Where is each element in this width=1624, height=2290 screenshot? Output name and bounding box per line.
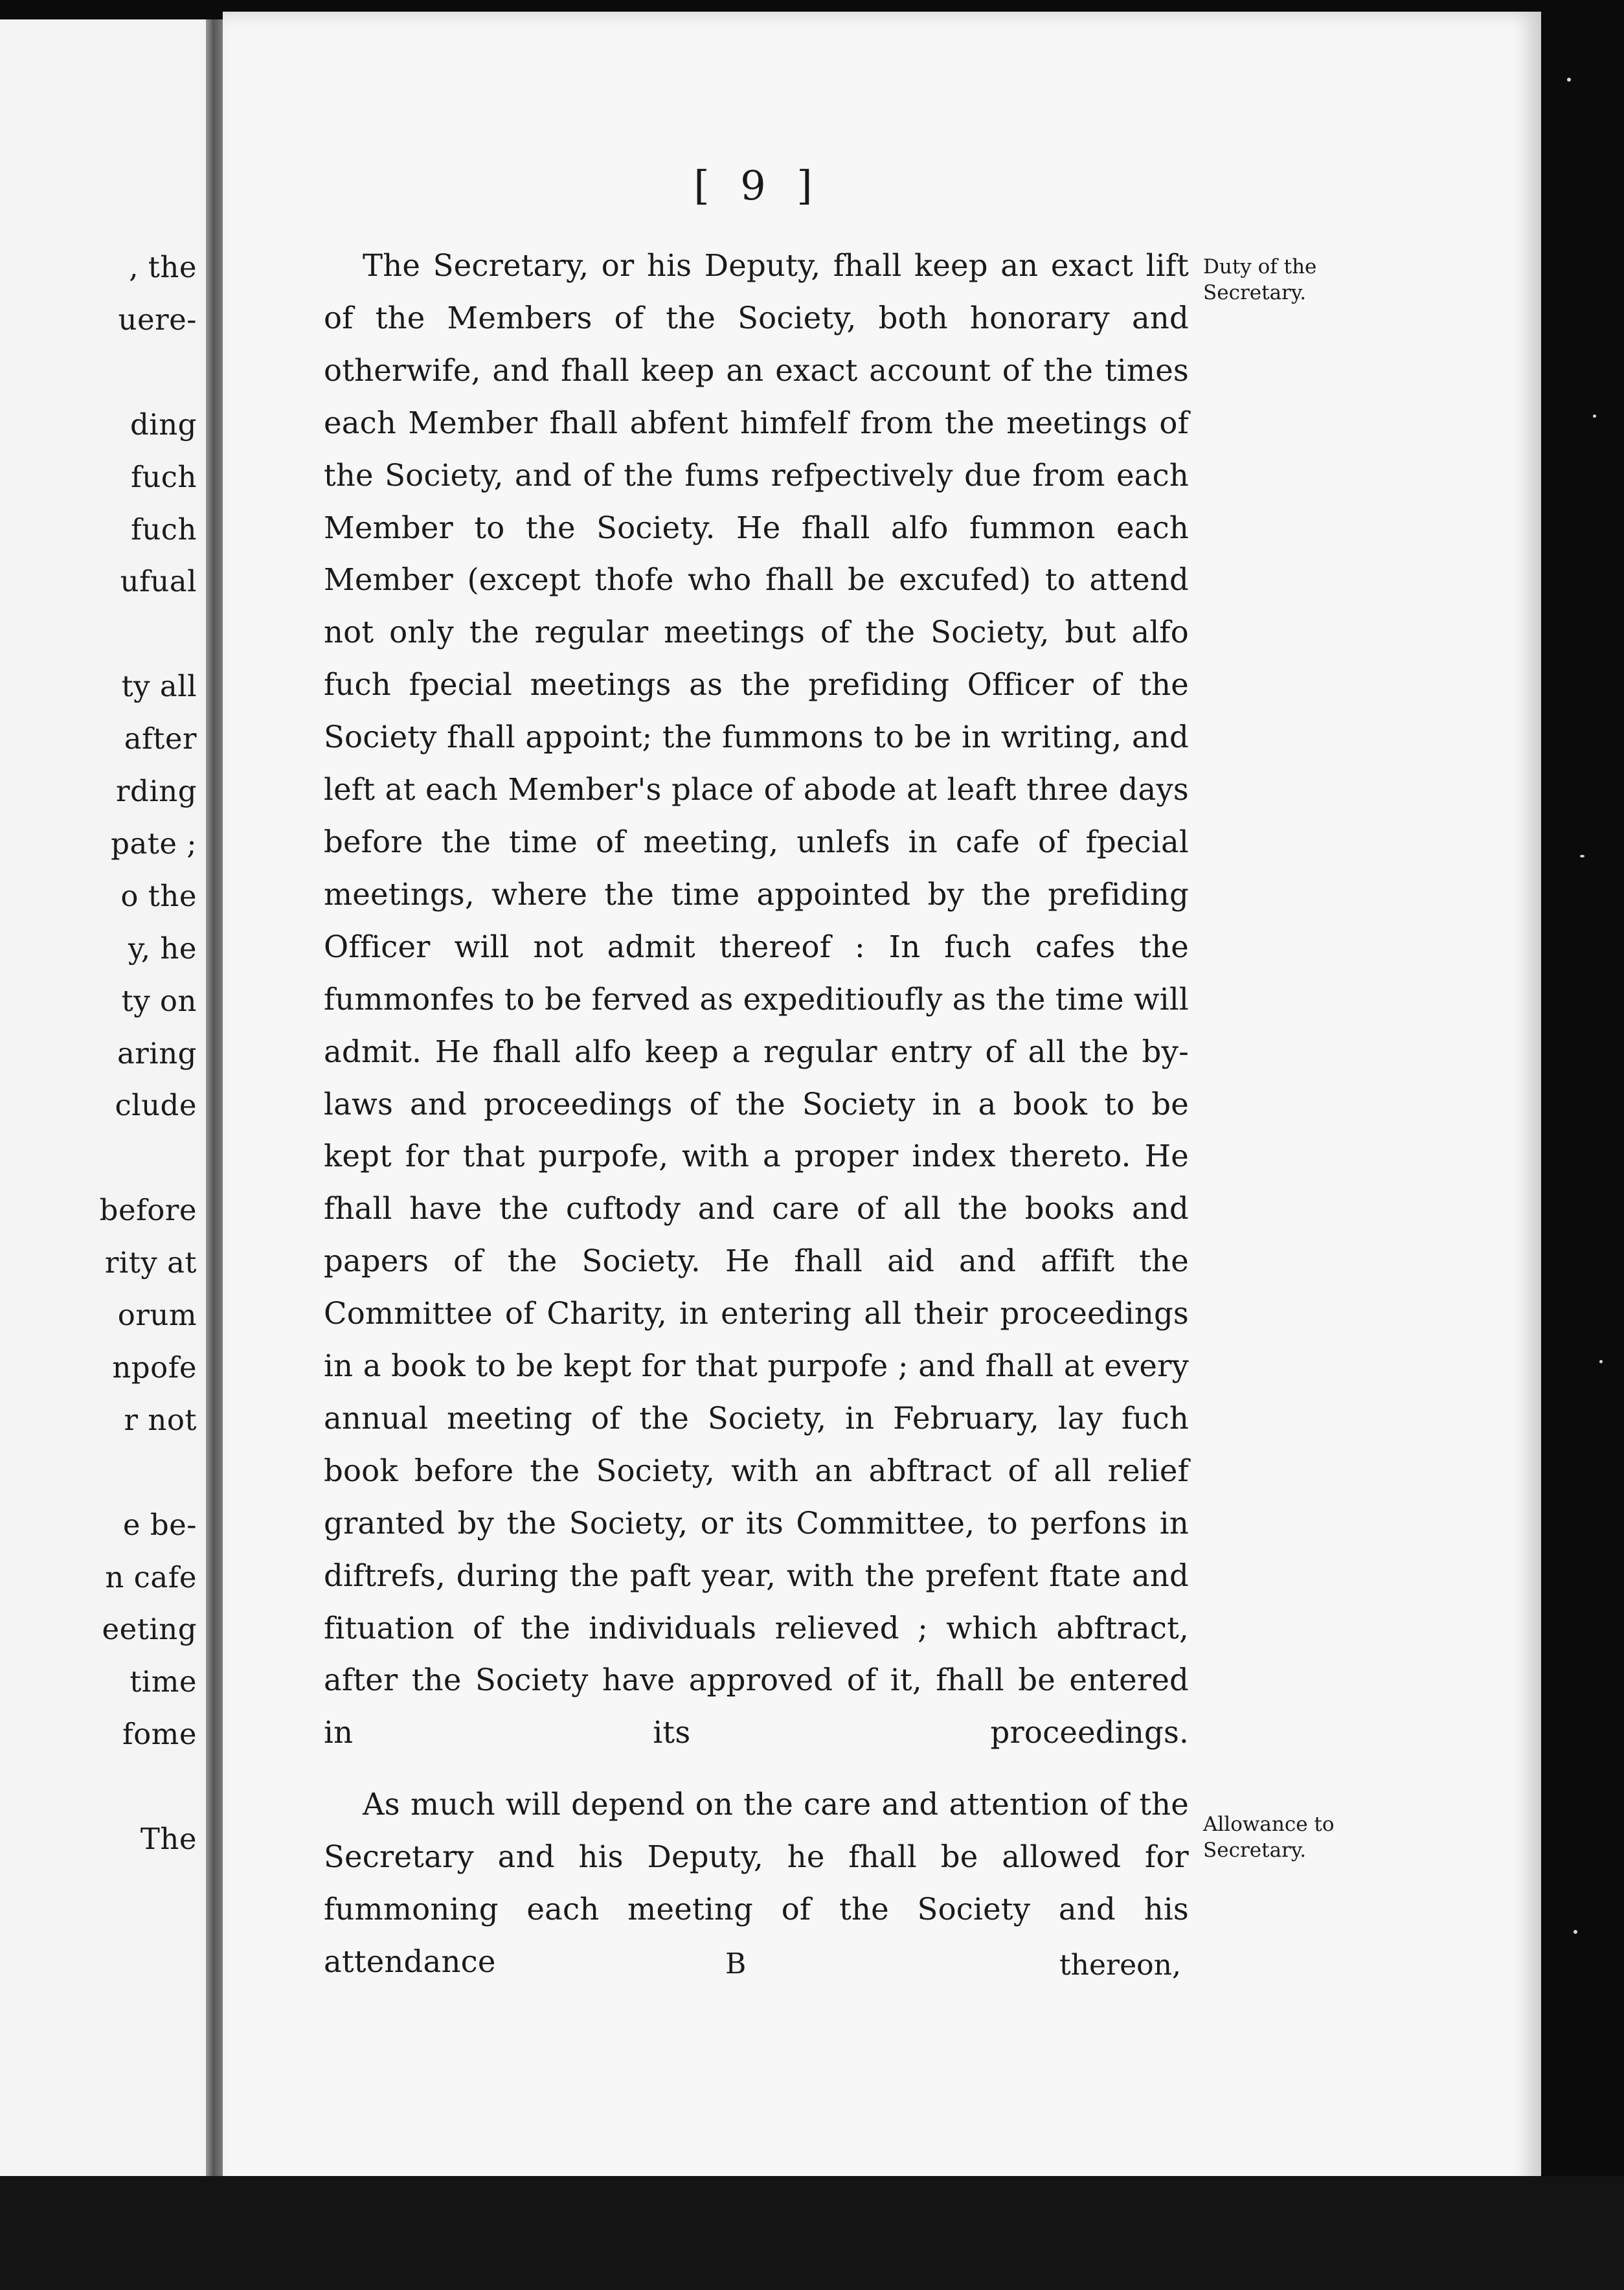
facing-page-line: fuch [131,512,197,547]
facing-page-line: fuch [131,459,197,494]
facing-page-line: ding [130,407,197,442]
facing-page-line: time [130,1664,197,1699]
margin-note-duty-line-2: Secretary. [1203,281,1307,304]
dust-speck [1573,1930,1577,1934]
signature-mark: B [725,1947,747,1980]
facing-page-line: pate ; [111,826,197,861]
dust-speck [1599,1360,1603,1363]
facing-page-line: rding [116,774,197,808]
facing-page-line: , the [129,250,197,284]
facing-page-line: uere- [118,302,197,337]
facing-page-line: clude [115,1088,197,1123]
facing-page-line: fome [122,1717,197,1752]
facing-page-line: o the [120,878,197,913]
paragraph-secretary-duties [324,240,1189,1759]
margin-note-duty-line-1: Duty of the [1203,255,1317,278]
dust-speck [1593,414,1596,418]
facing-page-line: ufual [120,564,197,599]
facing-page-line: eeting [102,1612,197,1647]
paragraph-2-text: As much will depend on the care and attention of the Secretary and his Deputy, he fhall be allowed for fummoning each meeting of the Society and his attendance [324,1787,1189,1979]
facing-page-line: orum [117,1298,197,1332]
facing-page-line: e be- [122,1507,197,1542]
margin-note-allowance [1203,1811,1397,1863]
facing-page-line: n cafe [105,1559,197,1594]
margin-note-allowance-line-1: Allowance to [1203,1813,1335,1836]
facing-page-line: rity at [104,1245,197,1280]
catchword: thereon, [1059,1949,1181,1982]
page-number: [ 9 ] [694,162,822,209]
facing-page-line: y, he [128,931,197,966]
facing-page [0,19,206,2182]
book-gutter [206,19,223,2182]
facing-page-line: before [99,1193,197,1228]
facing-page-line: r not [124,1402,197,1437]
facing-page-line: after [124,721,197,756]
margin-note-allowance-line-2: Secretary. [1203,1839,1307,1862]
dust-speck [1580,855,1585,857]
facing-page-line: aring [117,1036,197,1071]
facing-page-line: ty all [121,669,197,704]
margin-note-duty [1203,254,1397,306]
facing-page-line: The [140,1822,197,1856]
scan-bottom-edge [0,2176,1624,2290]
paragraph-1-text: The Secretary, or his Deputy, fhall keep an exact lift of the Members of the Society, both honorary and otherwife, and fhall keep an exact account of the times each Member fhall abfent himfelf from the meetings of the Society, and of the fums refpectively due from each Member to the Society. He fhall alfo fummon each Member (except thofe who fhall be excufed) to attend not only the regular meetings of the Society, but alfo fuch fpecial meetings as the prefiding Officer of the Society fhall appoint; the fummons to be in writing, and left at each Member's place of abode at leaft three days before the time of meeting, unlefs in cafe of fpecial meetings, where the time appointed by the prefiding Officer will not admit thereof : In fuch cafes the fummonfes to be ferved as expeditioufly as the time will admit. He fhall alfo keep a regular entry of all the by-laws and proceedings of the Society in a book to be kept for that purpofe, with a proper index thereto. He fhall have the cuftody and care of all the books and papers of the Society. He fhall aid and affift the Committee of Charity, in entering all their proceedings in a book to be kept for that purpofe ; and fhall at every annual meeting of the Society, in February, lay fuch book before the Society, with an abftract of all relief granted by the Society, or its Committee, to perfons in diftrefs, during the paft year, with the prefent ftate and fituation of the individuals relieved ; which abftract, after the Society have approved of it, fhall be entered in its proceedings. [324,248,1189,1751]
facing-page-line: ty on [121,983,197,1018]
dust-speck [1567,78,1571,82]
facing-page-line: npofe [112,1350,197,1385]
